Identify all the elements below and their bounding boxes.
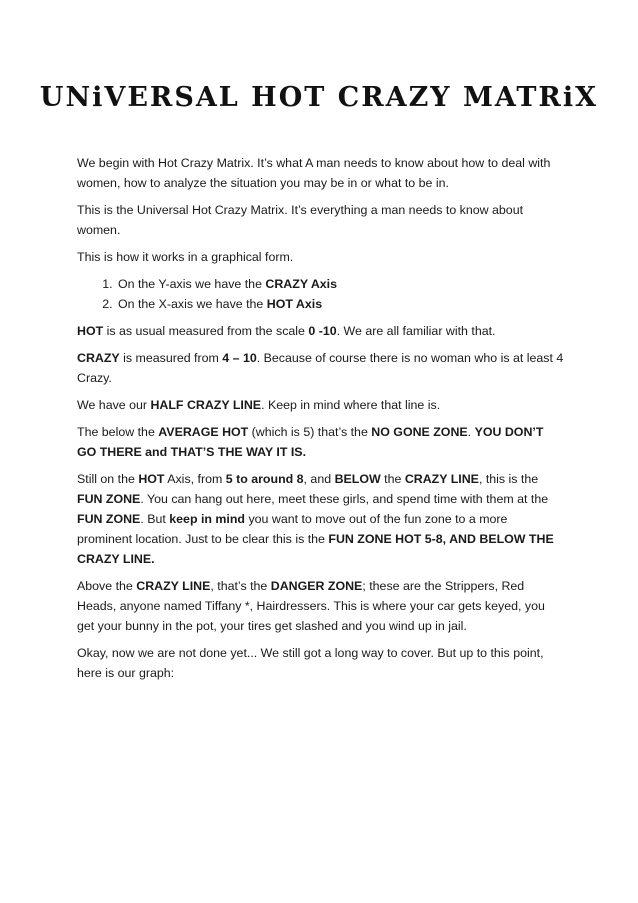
text: , that’s the xyxy=(210,579,271,593)
document-title: UNiVERSAL HOT CRAZY MATRiX xyxy=(39,82,599,113)
text: . xyxy=(467,425,475,439)
bold-text: CRAZY xyxy=(77,351,120,365)
bold-text: FUN ZONE xyxy=(77,492,141,506)
bold-text: YOU DON’T GO THERE and THAT’S THE WAY IT IS. xyxy=(77,425,544,459)
text: The below the xyxy=(77,425,159,439)
text: We have our xyxy=(77,398,151,412)
paragraph-hot-scale xyxy=(77,321,565,341)
text: ; these are the Strippers, Red Heads, anyone named Tiffany *, Hairdressers. This is where your car gets keyed, you get your bunny in the pot, your tires get slashed and you wind up in jail. xyxy=(77,579,545,633)
text: Above the xyxy=(77,579,137,593)
bold-text: keep in mind xyxy=(169,512,246,526)
text: , this is the xyxy=(478,472,539,486)
paragraph-crazy-scale xyxy=(77,348,565,388)
paragraph-no-gone-zone xyxy=(77,422,565,462)
bold-text: 4 – 10 xyxy=(222,351,257,365)
paragraph-graph-intro: Okay, now we are not done yet... We still got a long way to cover. But up to this point, here is our graph: xyxy=(77,646,544,680)
text: . Because of course there is no woman who is at least 4 Crazy. xyxy=(77,351,564,385)
text: Axis, from xyxy=(164,472,226,486)
bold-text: AVERAGE HOT xyxy=(158,425,249,439)
text: , and xyxy=(303,472,335,486)
bold-text: HOT xyxy=(138,472,165,486)
bold-text: CRAZY LINE xyxy=(404,472,479,486)
paragraph-fun-zone xyxy=(77,469,565,569)
paragraph-danger-zone xyxy=(77,576,565,636)
paragraph-graphical-form: This is how it works in a graphical form. xyxy=(77,250,294,264)
bold-text: NO GONE ZONE xyxy=(371,425,468,439)
bold-text: 5 to around 8 xyxy=(225,472,304,486)
bold-text: DANGER ZONE xyxy=(270,579,363,593)
bold-text: 0 -10 xyxy=(308,324,337,338)
text: is as usual measured from the scale xyxy=(103,324,309,338)
text: . But xyxy=(140,512,170,526)
hot-axis-label: HOT Axis xyxy=(266,297,323,311)
list-item-text: On the Y-axis we have the xyxy=(118,277,266,291)
bold-text: HOT xyxy=(77,324,104,338)
text: you want to move out of the fun zone to a more prominent location. Just to be clear this is the xyxy=(77,512,508,546)
list-item-y-axis xyxy=(116,274,565,294)
text: is measured from xyxy=(119,351,223,365)
text: . We are all familiar with that. xyxy=(336,324,496,338)
text: . You can hang out here, meet these girls, and spend time with them at the xyxy=(140,492,549,506)
bold-text: FUN ZONE HOT 5-8, AND BELOW THE CRAZY LINE. xyxy=(77,532,554,566)
text: . Keep in mind where that line is. xyxy=(261,398,441,412)
document-body xyxy=(77,153,565,690)
crazy-axis-label: CRAZY Axis xyxy=(265,277,338,291)
list-item-x-axis xyxy=(116,294,565,314)
axis-list xyxy=(77,274,565,314)
bold-text: FUN ZONE xyxy=(77,512,141,526)
bold-text: HALF CRAZY LINE xyxy=(150,398,262,412)
text: the xyxy=(380,472,405,486)
list-item-text: On the X-axis we have the xyxy=(118,297,267,311)
bold-text: CRAZY LINE xyxy=(136,579,211,593)
paragraph-intro: We begin with Hot Crazy Matrix. It’s what A man needs to know about how to deal with women, how to analyze the situation you may be in or what to be in. xyxy=(77,156,551,190)
bold-text: BELOW xyxy=(334,472,381,486)
paragraph-universal-matrix: This is the Universal Hot Crazy Matrix. It’s everything a man needs to know about women. xyxy=(77,203,524,237)
text: Still on the xyxy=(77,472,139,486)
text: (which is 5) that’s the xyxy=(248,425,372,439)
paragraph-half-crazy-line xyxy=(77,395,565,415)
